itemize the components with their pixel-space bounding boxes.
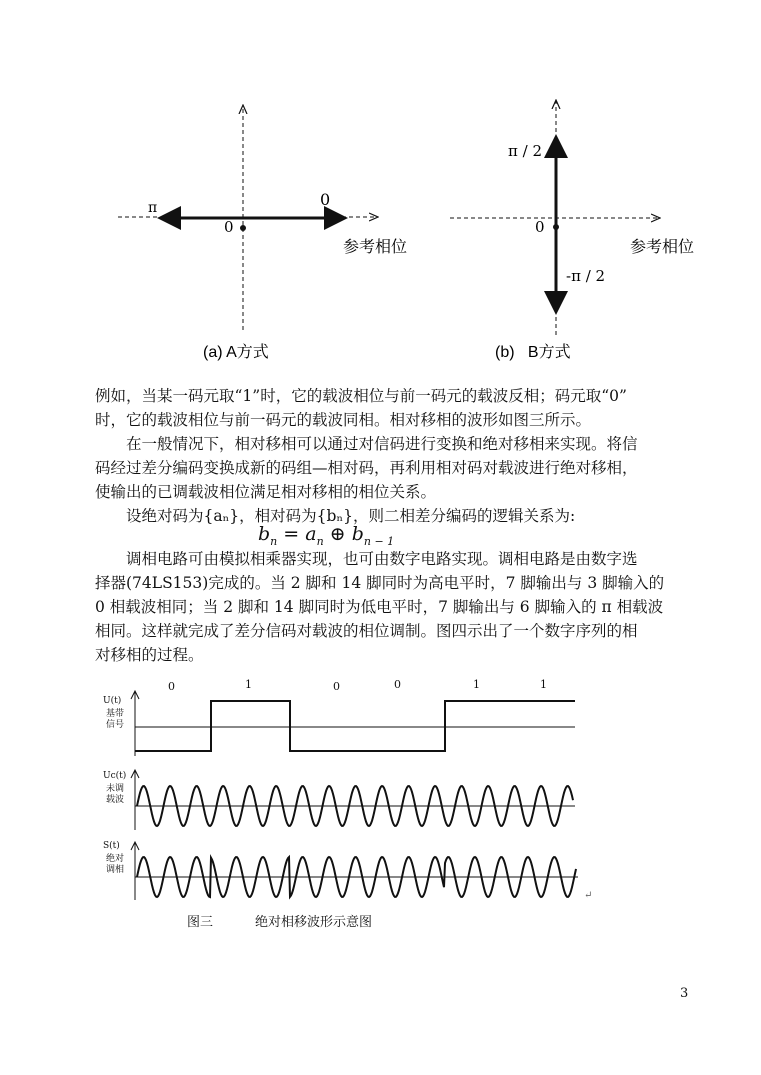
bit-label-4: 0 (394, 678, 401, 691)
ch3-desc-2: 调相 (106, 865, 125, 875)
formula-b: b (258, 523, 271, 545)
baseband-channel (131, 691, 575, 756)
ch1-desc-2: 信号 (106, 720, 125, 730)
ch1-desc-1: 基带 (106, 709, 125, 719)
b-ref-label: 参考相位 (630, 237, 695, 256)
ch2-desc-1: 未调 (106, 784, 125, 794)
paragraph-4 (95, 547, 695, 667)
diagram-a (118, 105, 407, 361)
a-ref-label: 参考相位 (343, 237, 408, 256)
paragraph-1 (95, 384, 695, 528)
b-bottom-label: -π / 2 (566, 267, 606, 285)
a-origin: 0 (224, 218, 234, 236)
p4-line-5: 对移相的过程。 (95, 646, 204, 664)
ch3-desc-1: 绝对 (106, 854, 125, 864)
a-pi-label: π (148, 200, 158, 216)
waveform-figure (0, 670, 761, 940)
diagram-b (450, 100, 694, 361)
formula-a: a (305, 523, 317, 545)
a-zero-right: 0 (320, 190, 331, 209)
p2-line-2: 码经过差分编码变换成新的码组—相对码，再利用相对码对载波进行绝对移相， (95, 459, 638, 477)
bit-label-1: 0 (168, 680, 175, 693)
baseband-signal (135, 701, 575, 751)
p2-line-3: 使输出的已调载波相位满足相对移相的相位关系。 (95, 483, 437, 501)
p1-line-2: 时，它的载波相位与前一码元的载波同相。相对移相的波形如图三所示。 (95, 411, 592, 429)
page-number: 3 (680, 986, 689, 1001)
p4-line-3: 0 相载波相同；当 2 脚和 14 脚同时为低电平时，7 脚输出与 6 脚输入的 π 相载波 (95, 598, 664, 616)
psk-channel (131, 842, 578, 900)
bit-label-2: 1 (245, 678, 252, 691)
bit-label-6: 1 (540, 678, 547, 691)
p1-line-1: 例如，当某一码元取“1”时，它的载波相位与前一码元的载波反相；码元取“0” (95, 387, 627, 405)
a-caption: (a) A方式 (203, 344, 269, 361)
p4-line-1: 调相电路可由模拟相乘器实现，也可由数字电路实现。调相电路是由数字选 (126, 550, 638, 568)
formula-xor: ⊕ (323, 523, 352, 545)
phase-diagrams (0, 0, 761, 370)
p4-line-2: 择器(74LS153)完成的。当 2 脚和 14 脚同时为高电平时，7 脚输出与 3 脚输入的 (95, 574, 665, 592)
formula-b-sub: n (270, 534, 278, 548)
b-origin: 0 (535, 218, 545, 236)
ch3-label: S(t) (103, 841, 120, 851)
formula-b2: b (351, 523, 364, 545)
return-mark: ↵ (584, 890, 593, 901)
ch2-label: Uc(t) (103, 771, 127, 781)
formula-a-sub: n (316, 534, 324, 548)
p2-line-1: 在一般情况下，相对移相可以通过对信码进行变换和绝对移相来实现。将信 (126, 435, 638, 453)
p4-line-4: 相同。这样就完成了差分信码对载波的相位调制。图四示出了一个数字序列的相 (95, 622, 638, 640)
formula-eq: = (277, 523, 306, 545)
formula-b2-sub: n − 1 (363, 534, 395, 548)
figure-caption-text: 绝对相移波形示意图 (255, 915, 373, 930)
p3-line: 设绝对码为{aₙ}，相对码为{bₙ}，则二相差分编码的逻辑关系为: (126, 507, 576, 525)
ch2-desc-2: 载波 (106, 795, 125, 805)
b-caption: (b) B方式 (495, 344, 571, 361)
bit-label-3: 0 (333, 680, 340, 693)
ch1-label: U(t) (103, 696, 122, 706)
carrier-channel (131, 770, 575, 830)
bit-label-5: 1 (473, 678, 480, 691)
b-top-label: π / 2 (508, 142, 542, 160)
differential-encoding-formula (258, 523, 394, 548)
figure-caption-number: 图三 (187, 915, 214, 930)
